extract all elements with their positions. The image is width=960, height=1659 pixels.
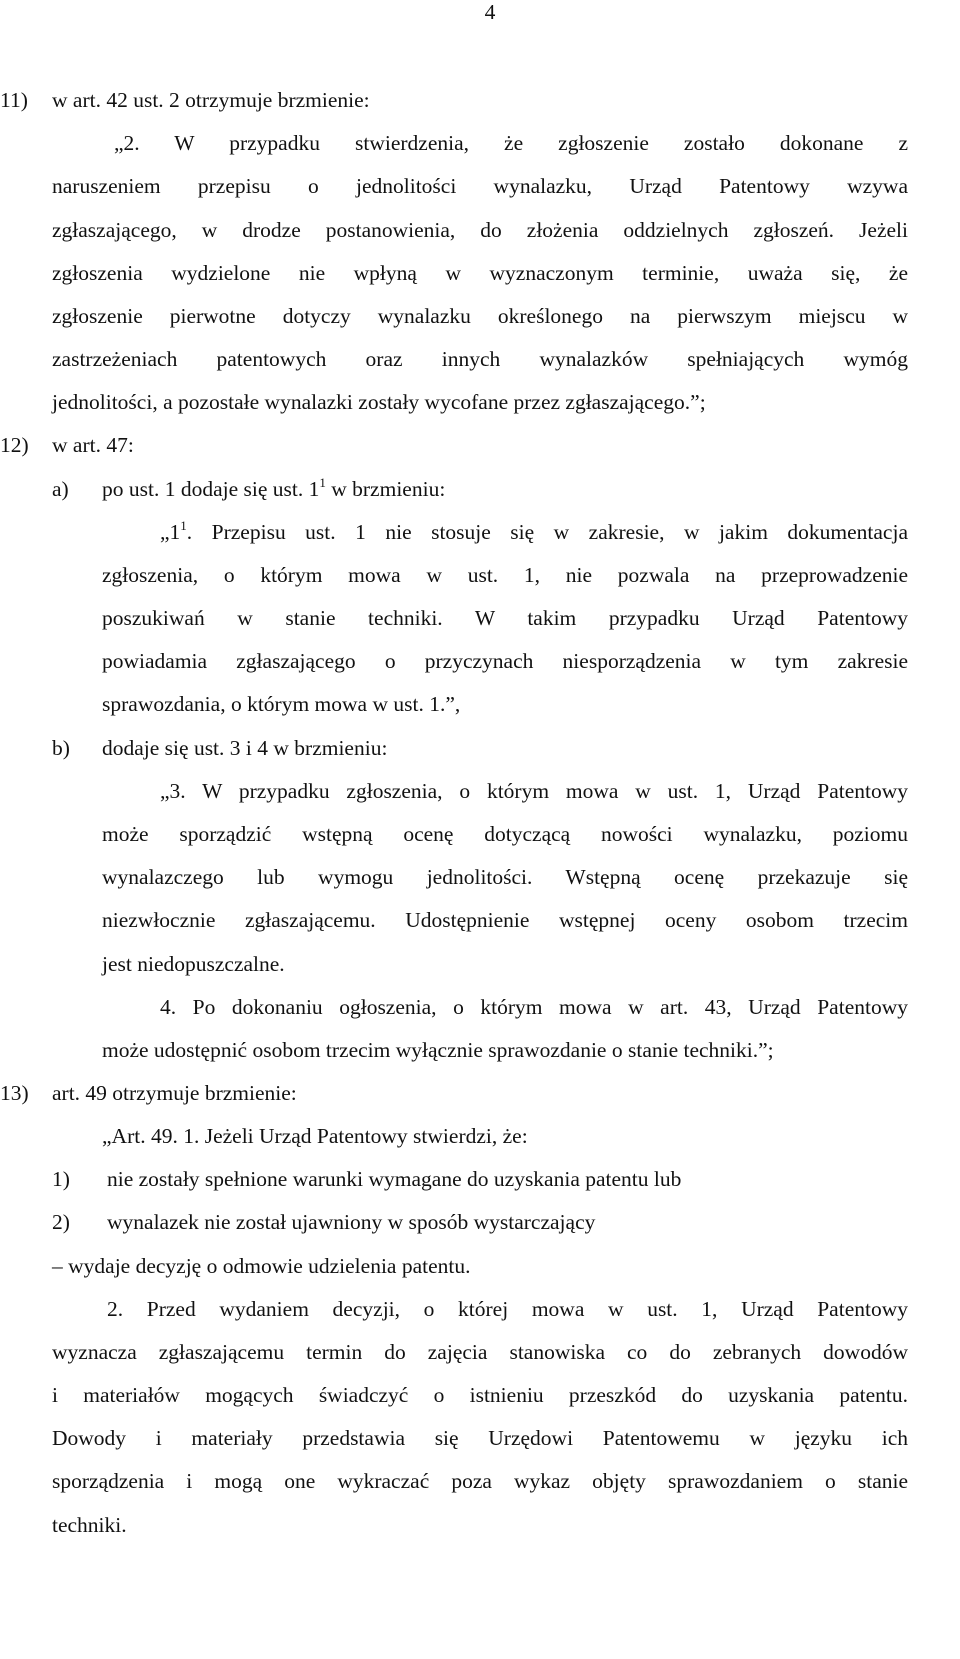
letter-a-intro: po ust. 1 dodaje się ust. $1^1$ w brzmieniu: (102, 475, 446, 501)
list-item-text: nie zostały spełnione warunki wymagane do uzyskania patentu lub (107, 1167, 682, 1191)
letter-b: b) (52, 736, 70, 760)
quote-line: jednolitości, a pozostałe wynalazki zostały wycofane przez zgłaszającego.”; (52, 390, 706, 414)
quote-line: wyznacza zgłaszającemu termin do zajęcia stanowiska co do zebranych dowodów (52, 1340, 908, 1364)
quote-line: $„1^1$. Przepisu ust. 1 nie stosuje się w zakresie, w jakim dokumentacja (160, 518, 908, 544)
quote-line: może sporządzić wstępną ocenę dotyczącą nowości wynalazku, poziomu (102, 822, 908, 846)
quote-line: sporządzenia i mogą one wykraczać poza wykaz objęty sprawozdaniem o stanie (52, 1469, 908, 1493)
article-heading-line: „Art. 49. 1. Jeżeli Urząd Patentowy stwierdzi, że: (102, 1124, 528, 1148)
list-item-number: 2) (52, 1210, 70, 1234)
quote-line: sprawozdania, o którym mowa w ust. 1.”, (102, 692, 461, 716)
quote-line: zgłoszenia wydzielone nie wpłyną w wyznaczonym terminie, uważa się, że (52, 261, 908, 285)
page-number: 4 (484, 0, 496, 24)
quote-line: zgłoszenie pierwotne dotyczy wynalazku określonego na pierwszym miejscu w (52, 304, 908, 328)
quote-line: jest niedopuszczalne. (102, 952, 285, 976)
point-11-intro: w art. 42 ust. 2 otrzymuje brzmienie: (52, 88, 370, 112)
quote-line: techniki. (52, 1513, 127, 1537)
quote-line: „3. W przypadku zgłoszenia, o którym mowa w ust. 1, Urząd Patentowy (160, 779, 908, 803)
point-11-number: 11) (0, 88, 28, 112)
quote-line: 4. Po dokonaniu ogłoszenia, o którym mowa w art. 43, Urząd Patentowy (160, 995, 908, 1019)
dash-line: – wydaje decyzję o odmowie udzielenia patentu. (52, 1254, 471, 1278)
letter-b-intro: dodaje się ust. 3 i 4 w brzmieniu: (102, 736, 388, 760)
quote-line: i materiałów mogących świadczyć o istnieniu przeszkód do uzyskania patentu. (52, 1383, 908, 1407)
quote-line: naruszeniem przepisu o jednolitości wynalazku, Urząd Patentowy wzywa (52, 174, 908, 198)
quote-line: niezwłocznie zgłaszającemu. Udostępnienie wstępnej oceny osobom trzecim (102, 908, 908, 932)
point-13-intro: art. 49 otrzymuje brzmienie: (52, 1081, 297, 1105)
quote-line: zgłoszenia, o którym mowa w ust. 1, nie pozwala na przeprowadzenie (102, 563, 908, 587)
letter-a: a) (52, 477, 69, 501)
quote-line: Dowody i materiały przedstawia się Urzędowi Patentowemu w języku ich (52, 1426, 908, 1450)
quote-line: zastrzeżeniach patentowych oraz innych wynalazków spełniających wymóg (52, 347, 908, 371)
quote-line: wynalazczego lub wymogu jednolitości. Wstępną ocenę przekazuje się (102, 865, 908, 889)
quote-line: może udostępnić osobom trzecim wyłącznie sprawozdanie o stanie techniki.”; (102, 1038, 774, 1062)
quote-line: powiadamia zgłaszającego o przyczynach niesporządzenia w tym zakresie (102, 649, 908, 673)
quote-line: zgłaszającego, w drodze postanowienia, do złożenia oddzielnych zgłoszeń. Jeżeli (52, 218, 908, 242)
point-12-intro: w art. 47: (52, 433, 134, 457)
list-item-number: 1) (52, 1167, 70, 1191)
list-item-text: wynalazek nie został ujawniony w sposób wystarczający (107, 1210, 596, 1234)
point-12-number: 12) (0, 433, 29, 457)
quote-line: „2. W przypadku stwierdzenia, że zgłoszenie zostało dokonane z (114, 131, 908, 155)
point-13-number: 13) (0, 1081, 29, 1105)
quote-line: poszukiwań w stanie techniki. W takim przypadku Urząd Patentowy (102, 606, 908, 630)
quote-line: 2. Przed wydaniem decyzji, o której mowa w ust. 1, Urząd Patentowy (107, 1297, 908, 1321)
